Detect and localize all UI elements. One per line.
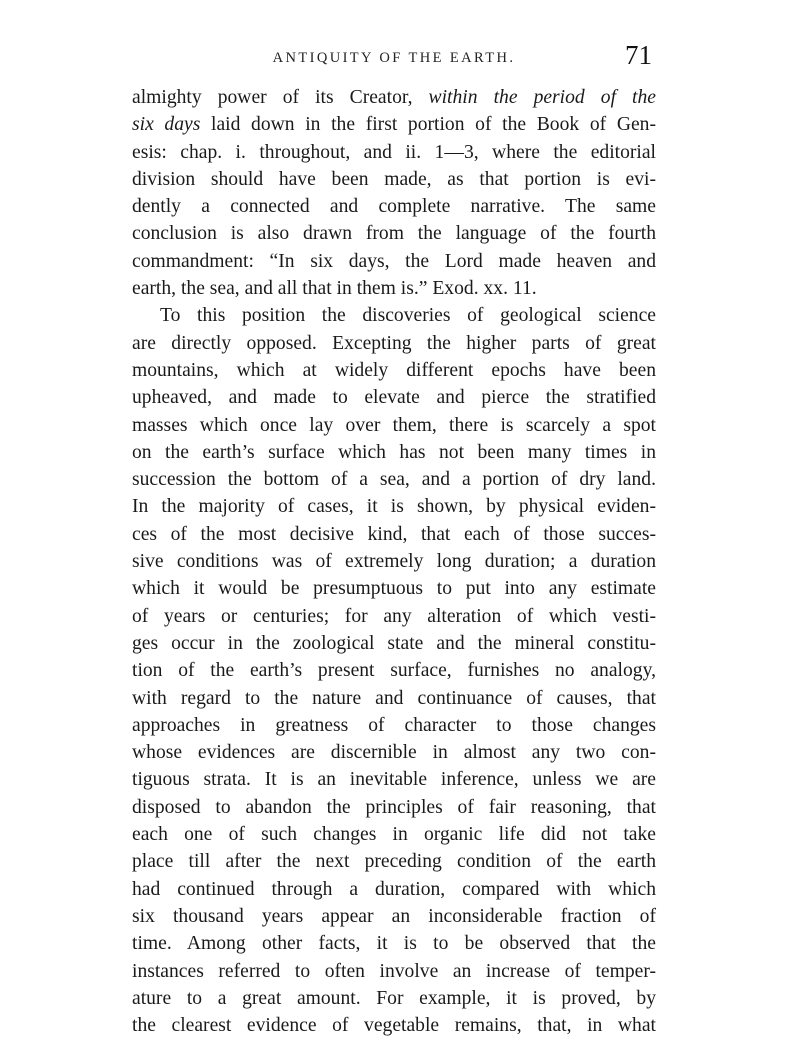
- text-segment: masses which once lay over them, there is scarcely a spot: [132, 414, 656, 436]
- text-line: [132, 139, 656, 166]
- text-line: [132, 220, 656, 247]
- text-line: [132, 493, 656, 520]
- text-line: [132, 985, 656, 1012]
- text-line: [132, 521, 656, 548]
- italic-text-segment: within the period of the: [428, 87, 656, 108]
- text-segment: ges occur in the zoological state and the mineral constitu-: [132, 632, 656, 654]
- text-segment: upheaved, and made to elevate and pierce the stratified: [132, 387, 656, 409]
- text-line: [132, 903, 656, 930]
- text-segment: mountains, which at widely different epochs have been: [132, 359, 656, 381]
- text-segment: To this position the discoveries of geological science: [160, 305, 656, 327]
- text-segment: whose evidences are discernible in almost any two con-: [132, 742, 656, 764]
- text-segment: division should have been made, as that portion is evi-: [132, 168, 656, 190]
- text-segment: the clearest evidence of vegetable remains, that, in what: [132, 1015, 656, 1037]
- text-line: [132, 466, 656, 493]
- text-line: [132, 794, 656, 821]
- body-text: [132, 84, 656, 1039]
- text-line: [132, 166, 656, 193]
- text-segment: tion of the earth’s present surface, furnishes no analogy,: [132, 660, 656, 682]
- text-line: [132, 821, 656, 848]
- text-line: [132, 657, 656, 684]
- text-segment: commandment: “In six days, the Lord made heaven and: [132, 250, 656, 272]
- text-line: [132, 848, 656, 875]
- text-line: [132, 275, 656, 302]
- text-segment: laid down in the first portion of the Book of Gen-: [200, 114, 656, 136]
- text-line: [132, 330, 656, 357]
- text-line: [132, 111, 656, 138]
- text-segment: with regard to the nature and continuance of causes, that: [132, 687, 656, 709]
- text-segment: disposed to abandon the principles of fair reasoning, that: [132, 796, 656, 818]
- text-line: [132, 248, 656, 275]
- text-segment: ces of the most decisive kind, that each of those succes-: [132, 523, 656, 545]
- text-line: [132, 958, 656, 985]
- text-segment: almighty power of its Creator,: [132, 87, 429, 108]
- text-segment: time. Among other facts, it is to be observed that the: [132, 933, 656, 955]
- text-segment: conclusion is also drawn from the language of the fourth: [132, 223, 656, 245]
- text-line: [132, 412, 656, 439]
- text-segment: sive conditions was of extremely long duration; a duration: [132, 551, 656, 573]
- text-segment: esis: chap. i. throughout, and ii. 1—3, where the editorial: [132, 141, 656, 163]
- text-line: [132, 603, 656, 630]
- text-line: [132, 193, 656, 220]
- text-line: [132, 84, 656, 111]
- text-segment: each one of such changes in organic life did not take: [132, 824, 656, 846]
- text-segment: on the earth’s surface which has not been many times in: [132, 441, 656, 463]
- text-line: [132, 302, 656, 329]
- text-line: [132, 876, 656, 903]
- text-segment: of years or centuries; for any alteration of which vesti-: [132, 605, 656, 627]
- text-line: [132, 739, 656, 766]
- text-segment: ature to a great amount. For example, it is proved, by: [132, 987, 656, 1009]
- italic-text-segment: six days: [132, 114, 201, 136]
- text-segment: six thousand years appear an inconsiderable fraction of: [132, 905, 656, 927]
- text-segment: approaches in greatness of character to those changes: [132, 714, 656, 736]
- running-head: [132, 40, 656, 76]
- text-segment: dently a connected and complete narrative. The same: [132, 196, 656, 218]
- text-segment: had continued through a duration, compared with which: [132, 878, 656, 900]
- text-line: [132, 630, 656, 657]
- text-segment: tiguous strata. It is an inevitable inference, unless we are: [132, 769, 656, 791]
- text-line: [132, 766, 656, 793]
- text-segment: succession the bottom of a sea, and a portion of dry land.: [132, 469, 656, 491]
- text-line: [132, 685, 656, 712]
- text-segment: place till after the next preceding condition of the earth: [132, 851, 656, 873]
- text-segment: In the majority of cases, it is shown, by physical eviden-: [132, 496, 656, 518]
- text-segment: instances referred to often involve an increase of temper-: [132, 960, 656, 982]
- text-line: [132, 1012, 656, 1039]
- text-line: [132, 930, 656, 957]
- page-number: 71: [625, 40, 652, 70]
- running-title: ANTIQUITY OF THE EARTH.: [272, 50, 516, 66]
- text-segment: which it would be presumptuous to put into any estimate: [132, 578, 656, 600]
- text-line: [132, 384, 656, 411]
- text-line: [132, 575, 656, 602]
- text-line: [132, 548, 656, 575]
- text-segment: are directly opposed. Excepting the higher parts of great: [132, 332, 656, 354]
- text-line: [132, 712, 656, 739]
- text-segment: earth, the sea, and all that in them is.” Exod. xx. 11.: [132, 278, 537, 300]
- text-line: [132, 357, 656, 384]
- text-line: [132, 439, 656, 466]
